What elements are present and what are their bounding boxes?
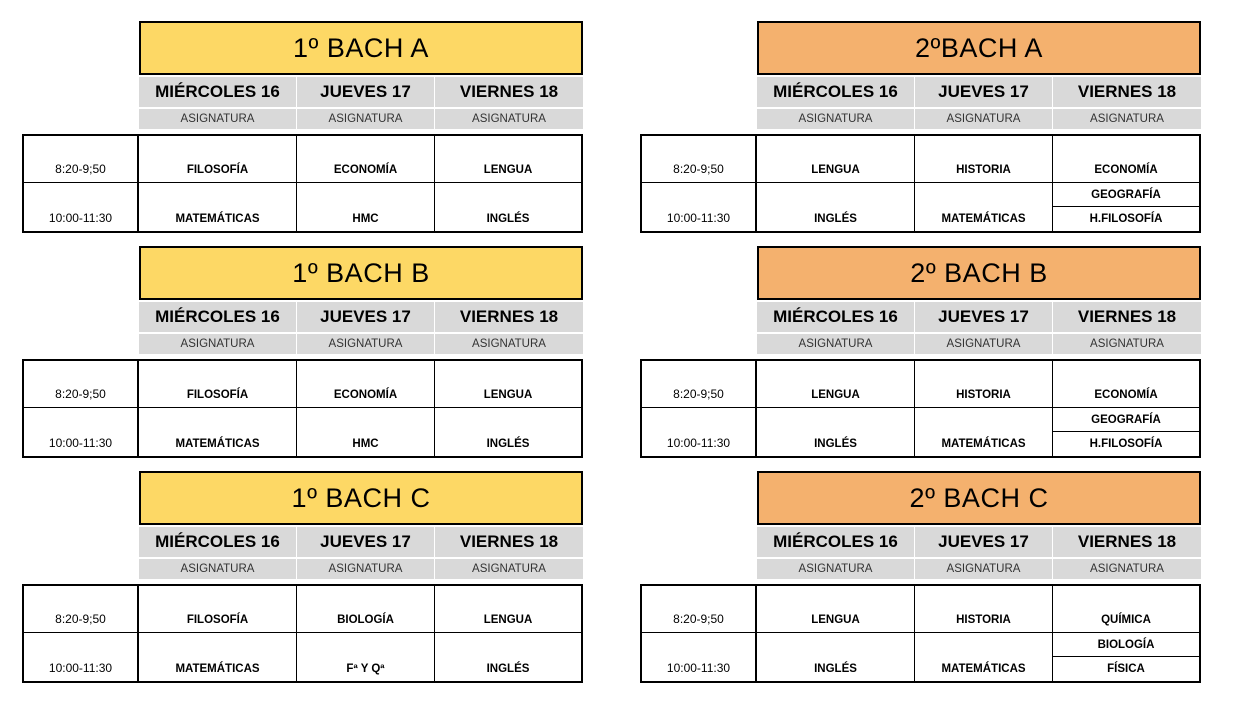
schedule-1bach-b bbox=[22, 246, 583, 459]
day-header: JUEVES 17 bbox=[915, 77, 1053, 107]
subject-subheader: ASIGNATURA bbox=[915, 559, 1053, 579]
subject-cell: MATEMÁTICAS bbox=[139, 633, 297, 681]
subject-cell: MATEMÁTICAS bbox=[139, 183, 297, 231]
schedule-grid bbox=[22, 134, 583, 233]
schedule-1bach-c bbox=[22, 471, 583, 684]
subject-cell: LENGUA bbox=[757, 361, 915, 408]
subject-cell: ECONOMÍA bbox=[1053, 361, 1199, 408]
time-slot: 8:20-9;50 bbox=[642, 136, 757, 183]
schedule-2bach-a bbox=[640, 21, 1201, 234]
time-slot: 10:00-11:30 bbox=[642, 183, 757, 231]
subject-subheader: ASIGNATURA bbox=[1053, 109, 1201, 129]
schedule-title: 1º BACH C bbox=[139, 471, 583, 525]
schedule-2bach-c bbox=[640, 471, 1201, 684]
day-header: MIÉRCOLES 16 bbox=[139, 302, 297, 332]
subject-cell: INGLÉS bbox=[486, 663, 530, 675]
subject-cell: FILOSOFÍA bbox=[139, 361, 297, 408]
subject-option: BIOLOGÍA bbox=[1053, 633, 1199, 657]
subject-subheader: ASIGNATURA bbox=[915, 109, 1053, 129]
time-slot: 8:20-9;50 bbox=[24, 361, 139, 408]
time-slot: 8:20-9;50 bbox=[24, 586, 139, 633]
subject-subheader: ASIGNATURA bbox=[757, 559, 915, 579]
day-header: JUEVES 17 bbox=[915, 527, 1053, 557]
split-subject-cell bbox=[1053, 408, 1199, 456]
subject-cell: MATEMÁTICAS bbox=[139, 408, 297, 456]
schedule-title: 1º BACH A bbox=[139, 21, 583, 75]
day-header: MIÉRCOLES 16 bbox=[757, 302, 915, 332]
split-subject-cell bbox=[1053, 183, 1199, 231]
subject-subheader: ASIGNATURA bbox=[435, 559, 583, 579]
subject-cell: MATEMÁTICAS bbox=[915, 633, 1053, 681]
day-header: MIÉRCOLES 16 bbox=[139, 527, 297, 557]
subject-cell: INGLÉS bbox=[757, 633, 915, 681]
time-slot: 10:00-11:30 bbox=[642, 408, 757, 456]
day-header: VIERNES 18 bbox=[435, 302, 583, 332]
subject-cell: QUÍMICA bbox=[1053, 586, 1199, 633]
day-header: JUEVES 17 bbox=[297, 77, 435, 107]
day-header: MIÉRCOLES 16 bbox=[139, 77, 297, 107]
subject-subheader: ASIGNATURA bbox=[435, 109, 583, 129]
schedule-grid bbox=[640, 584, 1201, 683]
subject-option: GEOGRAFÍA bbox=[1053, 408, 1199, 432]
time-slot: 10:00-11:30 bbox=[24, 183, 139, 231]
schedule-grid bbox=[22, 584, 583, 683]
subject-cell: HISTORIA bbox=[915, 361, 1053, 408]
schedule-2bach-b bbox=[640, 246, 1201, 459]
schedule-grid bbox=[640, 134, 1201, 233]
day-header: JUEVES 17 bbox=[297, 302, 435, 332]
subject-cell: HISTORIA bbox=[915, 136, 1053, 183]
day-header: JUEVES 17 bbox=[297, 527, 435, 557]
subject-option: GEOGRAFÍA bbox=[1053, 183, 1199, 207]
day-header: MIÉRCOLES 16 bbox=[757, 77, 915, 107]
subject-subheader: ASIGNATURA bbox=[297, 559, 435, 579]
subject-subheader: ASIGNATURA bbox=[297, 109, 435, 129]
day-header: VIERNES 18 bbox=[1053, 77, 1201, 107]
subject-subheader: ASIGNATURA bbox=[1053, 334, 1201, 354]
schedule-title: 2º BACH C bbox=[757, 471, 1201, 525]
subject-cell: MATEMÁTICAS bbox=[915, 408, 1053, 456]
subject-cell: LENGUA bbox=[757, 136, 915, 183]
split-subject-cell bbox=[1053, 633, 1199, 681]
subject-subheader: ASIGNATURA bbox=[757, 109, 915, 129]
subject-cell: ECONOMÍA bbox=[297, 361, 435, 408]
schedule-title: 2ºBACH A bbox=[757, 21, 1201, 75]
subject-cell: ECONOMÍA bbox=[1053, 136, 1199, 183]
subject-option: H.FILOSOFÍA bbox=[1089, 213, 1163, 225]
subject-cell: LENGUA bbox=[435, 361, 581, 408]
schedule-grid bbox=[22, 359, 583, 458]
time-slot: 10:00-11:30 bbox=[24, 408, 139, 456]
subject-cell: HMC bbox=[297, 408, 435, 456]
subject-cell: FILOSOFÍA bbox=[139, 586, 297, 633]
subject-subheader: ASIGNATURA bbox=[1053, 559, 1201, 579]
day-header: MIÉRCOLES 16 bbox=[757, 527, 915, 557]
subject-cell: HMC bbox=[297, 183, 435, 231]
time-slot: 8:20-9;50 bbox=[24, 136, 139, 183]
subject-option: FÍSICA bbox=[1107, 663, 1145, 675]
subject-cell: Fª Y Qª bbox=[297, 633, 435, 681]
day-header: VIERNES 18 bbox=[1053, 527, 1201, 557]
subject-cell: INGLÉS bbox=[486, 213, 530, 225]
subject-cell: BIOLOGÍA bbox=[297, 586, 435, 633]
subject-subheader: ASIGNATURA bbox=[297, 334, 435, 354]
subject-subheader: ASIGNATURA bbox=[139, 109, 297, 129]
time-slot: 8:20-9;50 bbox=[642, 361, 757, 408]
subject-cell: ECONOMÍA bbox=[297, 136, 435, 183]
subject-subheader: ASIGNATURA bbox=[757, 334, 915, 354]
schedule-title: 1º BACH B bbox=[139, 246, 583, 300]
subject-cell: INGLÉS bbox=[486, 438, 530, 450]
subject-subheader: ASIGNATURA bbox=[915, 334, 1053, 354]
subject-cell: INGLÉS bbox=[757, 408, 915, 456]
subject-cell: LENGUA bbox=[435, 586, 581, 633]
subject-cell: LENGUA bbox=[435, 136, 581, 183]
time-slot: 10:00-11:30 bbox=[642, 633, 757, 681]
day-header: VIERNES 18 bbox=[435, 527, 583, 557]
subject-subheader: ASIGNATURA bbox=[139, 559, 297, 579]
schedule-title: 2º BACH B bbox=[757, 246, 1201, 300]
subject-subheader: ASIGNATURA bbox=[435, 334, 583, 354]
day-header: VIERNES 18 bbox=[435, 77, 583, 107]
subject-subheader: ASIGNATURA bbox=[139, 334, 297, 354]
subject-cell: MATEMÁTICAS bbox=[915, 183, 1053, 231]
schedule-grid bbox=[640, 359, 1201, 458]
subject-cell: INGLÉS bbox=[757, 183, 915, 231]
time-slot: 10:00-11:30 bbox=[24, 633, 139, 681]
schedule-1bach-a bbox=[22, 21, 583, 234]
subject-option: H.FILOSOFÍA bbox=[1089, 438, 1163, 450]
subject-cell: HISTORIA bbox=[915, 586, 1053, 633]
subject-cell: LENGUA bbox=[757, 586, 915, 633]
day-header: JUEVES 17 bbox=[915, 302, 1053, 332]
time-slot: 8:20-9;50 bbox=[642, 586, 757, 633]
subject-cell: FILOSOFÍA bbox=[139, 136, 297, 183]
day-header: VIERNES 18 bbox=[1053, 302, 1201, 332]
